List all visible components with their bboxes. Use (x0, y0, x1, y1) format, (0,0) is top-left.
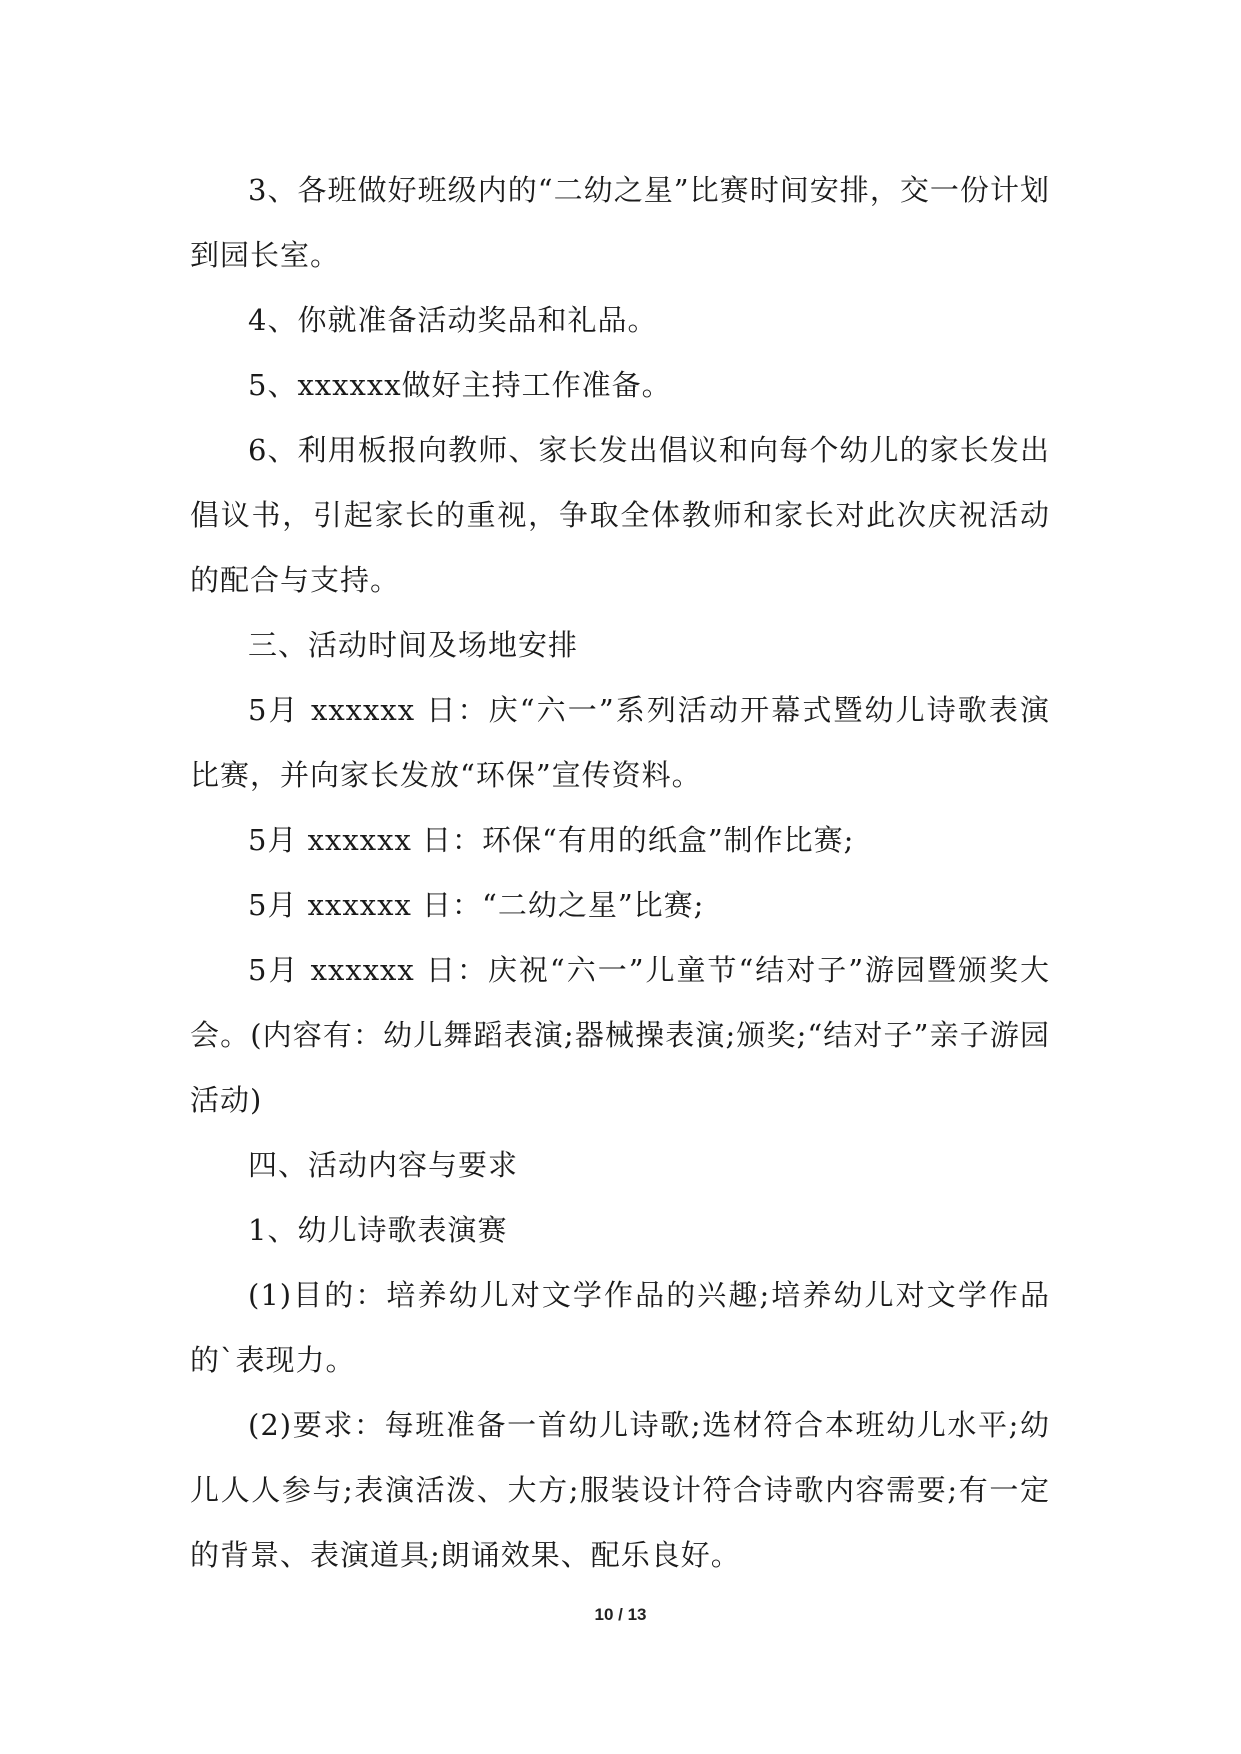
section-heading-3: 三、活动时间及场地安排 (248, 628, 579, 662)
requirements-paragraph: (2)要求：每班准备一首幼儿诗歌;选材符合本班幼儿水平;幼儿人人参与;表演活泼、大方;服装设计符合诗歌内容需要;有一定的背景、表演道具;朗诵效果、配乐良好。 (190, 1408, 1050, 1572)
subsection-heading-1: 1、幼儿诗歌表演赛 (248, 1213, 508, 1247)
schedule-item-1: 5月 xxxxxx 日：庆“六一”系列活动开幕式暨幼儿诗歌表演比赛，并向家长发放“环保”宣传资料。 (190, 693, 1050, 792)
paragraph-item-5: 5、xxxxxx做好主持工作准备。 (248, 368, 672, 402)
section-heading-4: 四、活动内容与要求 (248, 1148, 519, 1182)
schedule-item-3: 5月 xxxxxx 日：“二幼之星”比赛; (248, 888, 705, 922)
page-number: 10 / 13 (594, 1605, 647, 1624)
schedule-item-2: 5月 xxxxxx 日：环保“有用的纸盒”制作比赛; (248, 823, 855, 857)
schedule-item-4: 5月 xxxxxx 日：庆祝“六一”儿童节“结对子”游园暨颁奖大会。(内容有：幼儿舞蹈表演;器械操表演;颁奖;“结对子”亲子游园活动) (190, 953, 1050, 1117)
purpose-paragraph: (1)目的：培养幼儿对文学作品的兴趣;培养幼儿对文学作品的`表现力。 (190, 1278, 1050, 1377)
paragraph-item-4: 4、你就准备活动奖品和礼品。 (248, 303, 658, 337)
paragraph-item-3: 3、各班做好班级内的“二幼之星”比赛时间安排，交一份计划到园长室。 (190, 173, 1050, 272)
document-body (190, 158, 1050, 1588)
paragraph-item-6: 6、利用板报向教师、家长发出倡议和向每个幼儿的家长发出倡议书，引起家长的重视，争取全体教师和家长对此次庆祝活动的配合与支持。 (190, 433, 1050, 597)
